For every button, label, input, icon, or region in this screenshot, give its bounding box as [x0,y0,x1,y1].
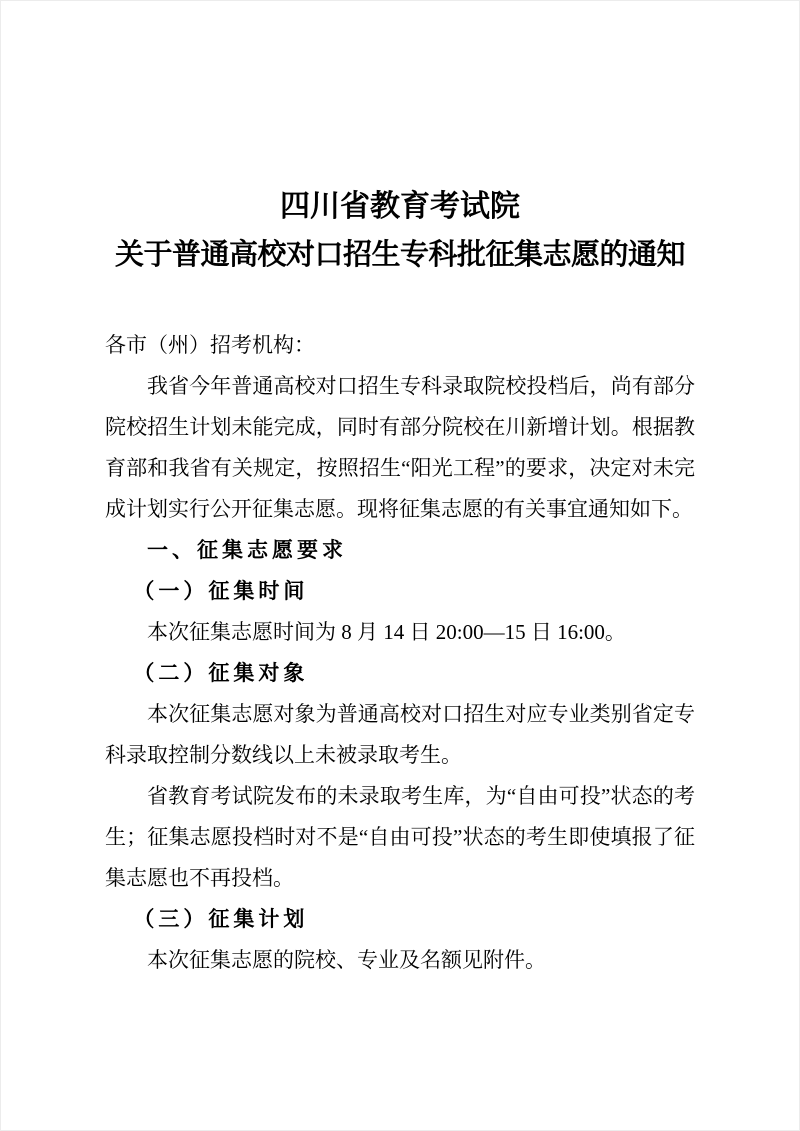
paragraph-collection-time: 本次征集志愿时间为 8 月 14 日 20:00—15 日 16:00。 [147,620,626,644]
document-title-line-2: 关于普通高校对口招生专科批征集志愿的通知 [114,239,685,271]
intro-paragraph: 我省今年普通高校对口招生专科录取院校投档后，尚有部分院校招生计划未能完成，同时有部分院校在川新增计划。根据教育部和我省有关规定，按照招生“阳光工程”的要求，决定对未完成计划实行公开征集志愿。现将征集志愿的有关事宜通知如下。 [105,374,695,521]
document-title [0,183,800,279]
subsection-3-heading-plan: （三）征集计划 [133,907,309,931]
subsection-1-heading-time: （一）征集时间 [133,579,309,603]
salutation: 各市（州）招考机构： [105,333,315,357]
paragraph-free-to-submit-status: 省教育考试院发布的未录取考生库，为“自由可投”状态的考生；征集志愿投档时对不是“自由可投”状态的考生即使填报了征集志愿也不再投档。 [105,784,695,890]
paragraph-plan-attachment: 本次征集志愿的院校、专业及名额见附件。 [147,948,546,972]
section-1-heading: 一、征集志愿要求 [147,539,347,562]
document-title-line-1: 四川省教育考试院 [280,190,520,223]
subsection-2-heading-target: （二）征集对象 [133,661,309,685]
paragraph-target-scope: 本次征集志愿对象为普通高校对口招生对应专业类别省定专科录取控制分数线以上未被录取考生。 [105,702,695,767]
document-body [105,325,695,981]
